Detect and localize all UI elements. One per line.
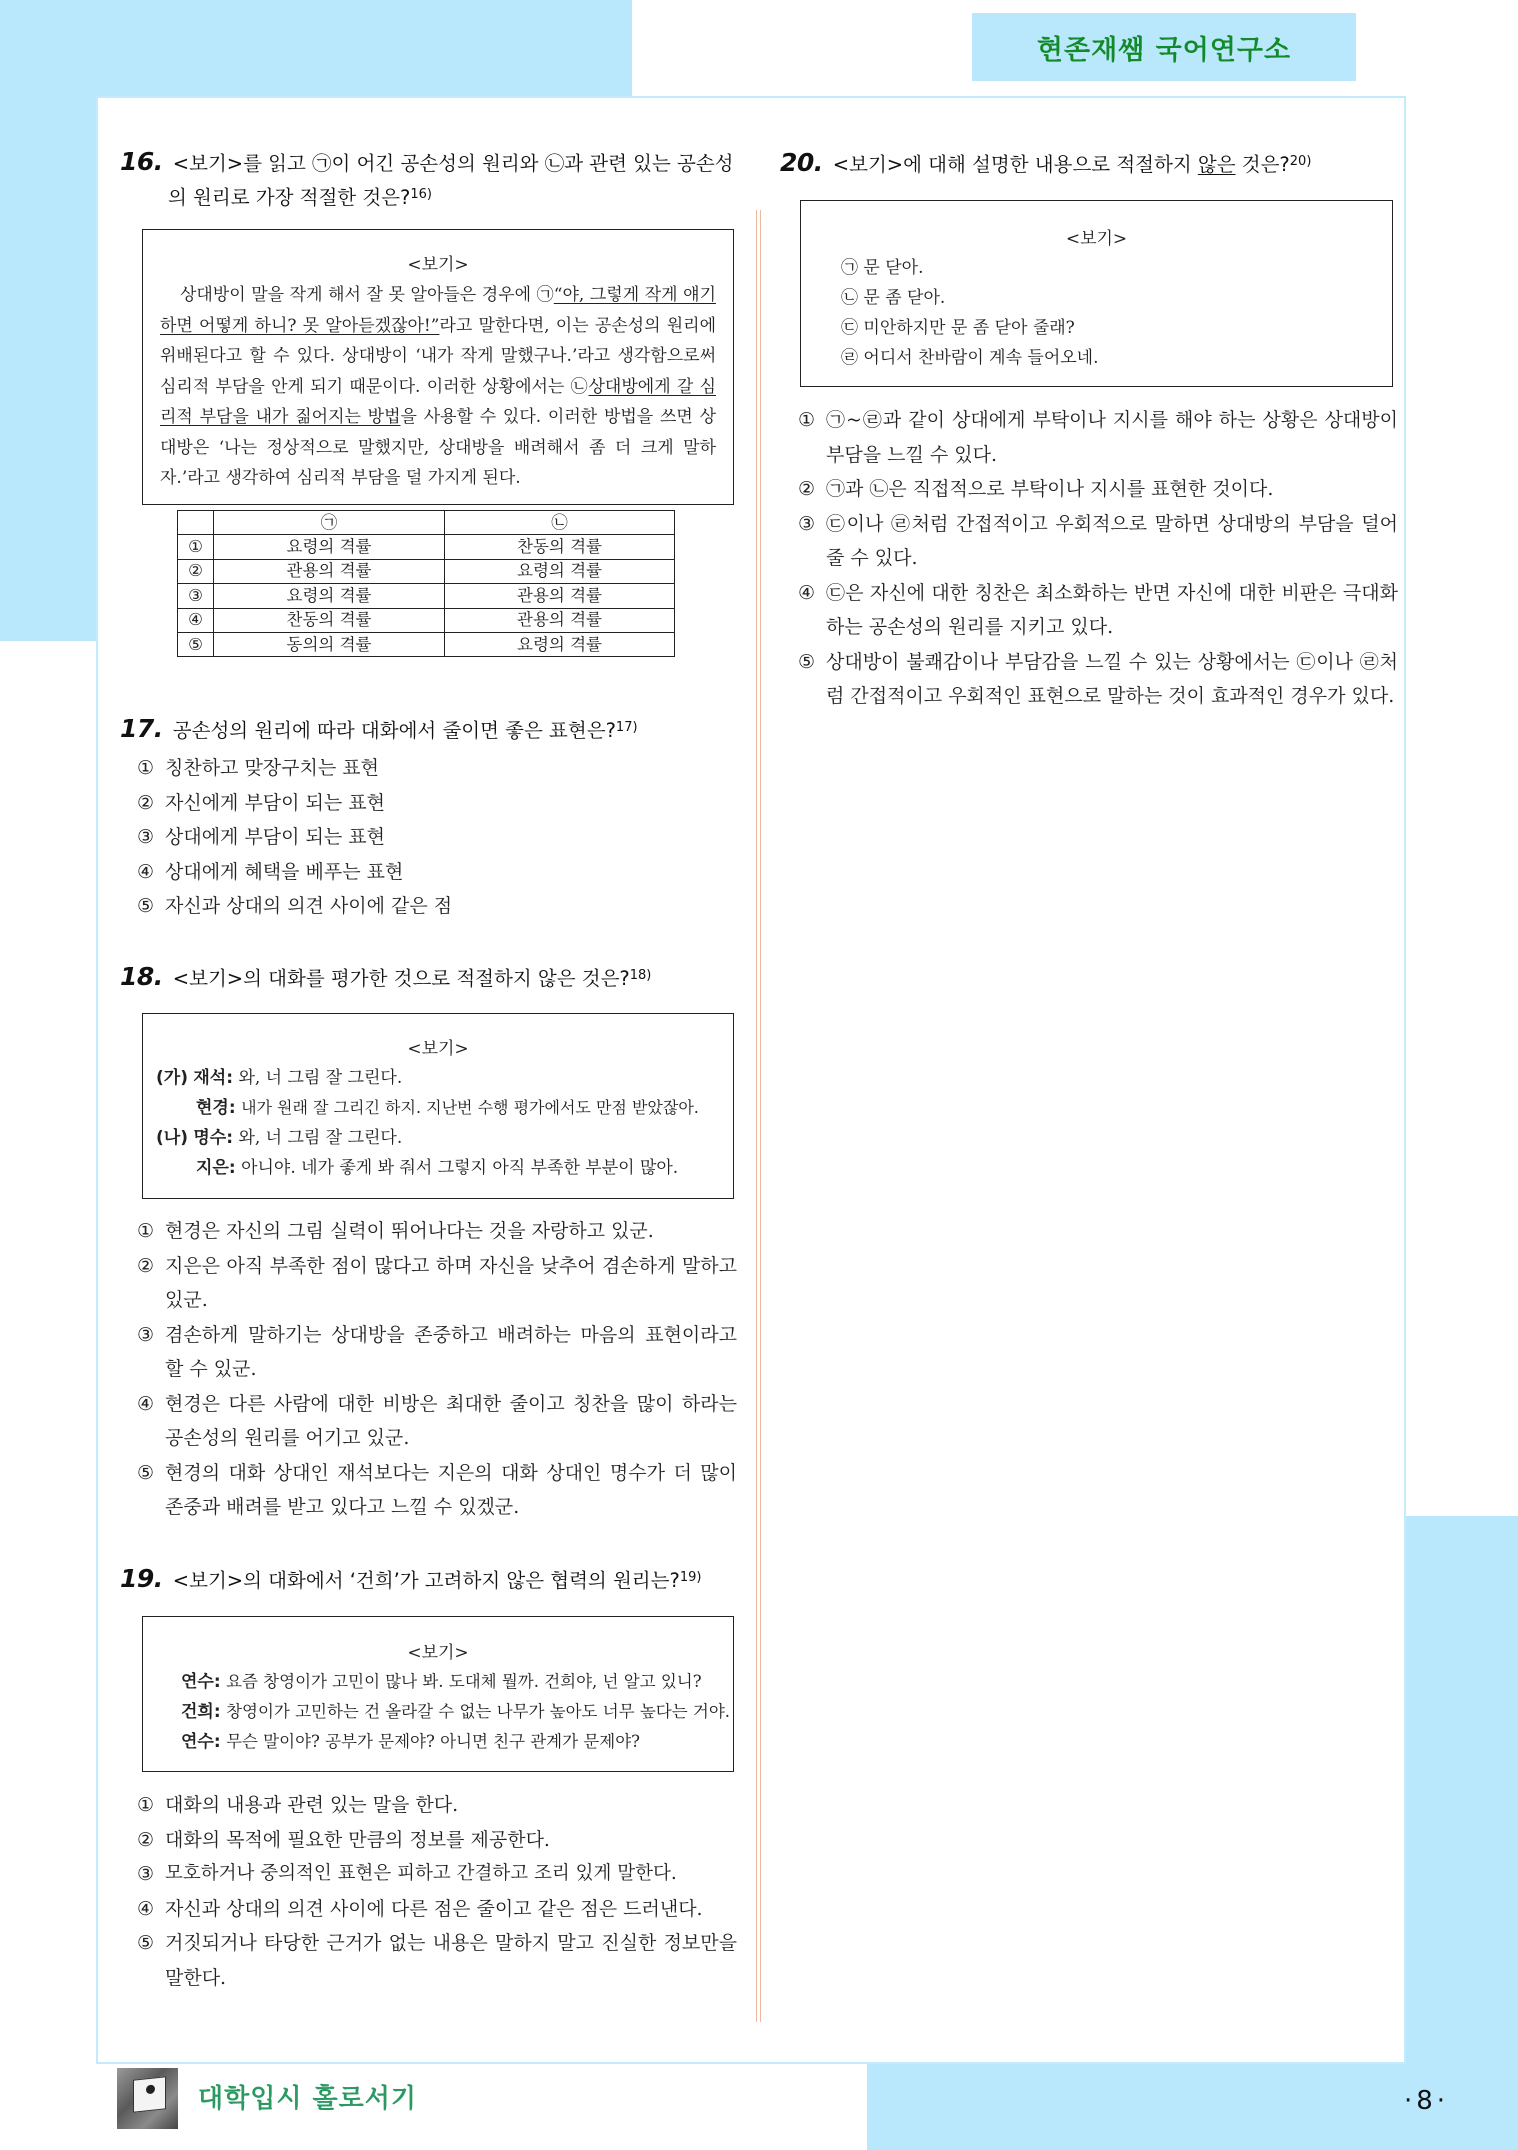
table-row[interactable]: ③ 요령의 격률 관용의 격률 (178, 584, 675, 608)
dialogue-line: 연수: 무슨 말이야? 공부가 문제야? 아니면 친구 관계가 문제야? (181, 1732, 640, 1752)
bogi-title: <보기> (1065, 229, 1128, 249)
footnote-ref: 16) (410, 187, 432, 202)
footnote-ref: 20) (1289, 154, 1312, 169)
table-row[interactable]: ④ 찬동의 격률 관용의 격률 (178, 608, 675, 632)
table-row[interactable]: ⑤ 동의의 격률 요령의 격률 (178, 632, 675, 656)
question-number: 19. (120, 1564, 163, 1593)
dialogue-line: (가) 재석: 와, 너 그림 잘 그린다. (156, 1068, 403, 1088)
question-18-choices (137, 1214, 737, 1525)
footer-title: 대학입시 홀로서기 (198, 2084, 417, 2114)
column-divider (756, 210, 761, 2022)
question-16-bogi-box (142, 229, 734, 505)
question-17-choices (137, 751, 737, 924)
choice-option[interactable]: ② 지은은 아직 부족한 점이 많다고 하며 자신을 낮추어 겸손하게 말하고 있군. (137, 1254, 737, 1311)
bogi-item: ㉢ 미안하지만 문 좀 닫아 줄래? (841, 318, 1075, 338)
speaker-name: 현경: (196, 1098, 236, 1118)
decor-right-strip (1406, 1516, 1518, 2150)
choice-option[interactable]: ② 자신에게 부담이 되는 표현 (137, 791, 386, 814)
question-number: 20. (780, 148, 823, 177)
question-17-prompt: 17. 공손성의 원리에 따라 대화에서 줄이면 좋은 표현은?$^{17)}$ (120, 714, 638, 743)
speaker-name: 명수: (193, 1128, 234, 1148)
column-header-b: ㉡ (445, 511, 675, 535)
choice-option[interactable]: ⑤ 거짓되거나 타당한 근거가 없는 내용은 말하지 말고 진실한 정보만을 말한다. (137, 1932, 737, 1989)
question-19-bogi-box (142, 1616, 734, 1772)
header-brand-text: 현존재쌤 국어연구소 (1036, 34, 1292, 66)
bogi-item: ㉣ 어디서 찬바람이 계속 들어오네. (841, 348, 1099, 368)
choice-option[interactable]: ⑤ 상대방이 불쾌감이나 부담감을 느낄 수 있는 상황에서는 ㉢이나 ㉣처럼 간접적이고 우회적인 표현으로 말하는 것이 효과적인 경우가 있다. (798, 650, 1398, 707)
choice-option[interactable]: ③ 겸손하게 말하기는 상대방을 존중하고 배려하는 마음의 표현이라고 할 수 있군. (137, 1323, 737, 1380)
dialogue-line: 지은: 아니야. 네가 좋게 봐 줘서 그렇지 아직 부족한 부분이 많아. (196, 1158, 679, 1178)
footnote-ref: 19) (679, 1570, 702, 1585)
choice-option[interactable]: ① ㉠~㉣과 같이 상대에게 부탁이나 지시를 해야 하는 상황은 상대방이 부담을 느낄 수 있다. (798, 409, 1398, 466)
bogi-title: <보기> (407, 255, 469, 275)
bogi-title: <보기> (407, 1039, 469, 1059)
table-header-row (178, 511, 675, 535)
speaker-name: 지은: (196, 1158, 236, 1178)
question-18-bogi-box (142, 1013, 734, 1199)
question-20-prompt: 20. <보기>에 대해 설명한 내용으로 적절하지 않은 것은?$^{20)}$ (780, 148, 1312, 177)
storefront-sign-logo-icon (117, 2068, 178, 2129)
question-16-answer-table (177, 510, 675, 657)
choice-option[interactable]: ③ ㉢이나 ㉣처럼 간접적이고 우회적으로 말하면 상대방의 부담을 덜어 줄 수 있다. (798, 512, 1398, 569)
choice-option[interactable]: ⑤ 현경의 대화 상대인 재석보다는 지은의 대화 상대인 명수가 더 많이 존중과 배려를 받고 있다고 느낄 수 있겠군. (137, 1461, 737, 1518)
question-19-choices (137, 1788, 737, 1995)
bogi-passage: 상대방이 말을 작게 해서 잘 못 알아들은 경우에 ㉠“야, 그렇게 작게 얘기하면 어떻게 하니? 못 알아듣겠잖아!”라고 말한다면, 이는 공손성의 원리에 위배된다고 할 수 있다. 상대방이 ‘내가 작게 말했구나.’라고 생각함으로써 심리적 부담을 안게 되기 때문이다. 이러한 상황에서는 ㉡상대방에게 갈 심리적 부담을 내가 짊어지는 방법을 사용할 수 있다. 이러한 방법을 쓰면 상대방은 ‘나는 정상적으로 말했지만, 상대방을 배려해서 좀 더 크게 말하자.’라고 생각하여 심리적 부담을 덜 가지게 된다. (160, 285, 717, 488)
choice-option[interactable]: ④ ㉢은 자신에 대한 칭찬은 최소화하는 반면 자신에 대한 비판은 극대화하는 공손성의 원리를 지키고 있다. (798, 581, 1398, 638)
bogi-item: ㉠ 문 닫아. (841, 258, 924, 278)
question-20-bogi-box (800, 200, 1393, 387)
table-row[interactable]: ② 관용의 격률 요령의 격률 (178, 559, 675, 583)
speaker-name: 연수: (181, 1732, 221, 1752)
bogi-item: ㉡ 문 좀 닫아. (841, 288, 946, 308)
question-20-choices (798, 403, 1398, 714)
choice-option[interactable]: ⑤ 자신과 상대의 의견 사이에 같은 점 (137, 895, 453, 917)
choice-option[interactable]: ④ 상대에게 혜택을 베푸는 표현 (137, 860, 404, 883)
question-number: 17. (120, 714, 163, 743)
underlined-emphasis: 않은 (1197, 153, 1236, 176)
header-brand-badge (972, 13, 1356, 81)
choice-option[interactable]: ③ 상대에게 부담이 되는 표현 (137, 826, 386, 848)
speaker-name: 재석: (193, 1068, 234, 1088)
bogi-title: <보기> (407, 1643, 469, 1663)
column-header-a: ㉠ (214, 511, 445, 535)
choice-option[interactable]: ② 대화의 목적에 필요한 만큼의 정보를 제공한다. (137, 1828, 550, 1851)
question-number: 16. (120, 147, 163, 176)
dialogue-line: 건희: 창영이가 고민하는 건 올라갈 수 없는 나무가 높아도 너무 높다는 거야. (181, 1702, 731, 1722)
underlined-phrase-b: 상대방에게 갈 심리적 부담을 내가 짊어지는 방법 (160, 376, 717, 427)
dialogue-line: (나) 명수: 와, 너 그림 잘 그린다. (156, 1128, 403, 1148)
choice-option[interactable]: ④ 현경은 다른 사람에 대한 비방은 최대한 줄이고 칭찬을 많이 하라는 공손성의 원리를 어기고 있군. (137, 1392, 737, 1449)
footnote-ref: 17) (615, 720, 638, 735)
dialogue-line: 연수: 요즘 창영이가 고민이 많나 봐. 도대체 뭘까. 건희야, 넌 알고 있니? (181, 1672, 702, 1692)
choice-option[interactable]: ① 대화의 내용과 관련 있는 말을 한다. (137, 1794, 459, 1816)
choice-option[interactable]: ③ 모호하거나 중의적인 표현은 피하고 간결하고 조리 있게 말한다. (137, 1863, 677, 1885)
question-16-prompt: 16. <보기>를 읽고 ㉠이 어긴 공손성의 원리와 ㉡과 관련 있는 공손성 의 원리로 가장 적절한 것은?$^{16)}$ (120, 147, 734, 209)
speaker-name: 연수: (181, 1672, 221, 1692)
question-18-prompt: 18. <보기>의 대화를 평가한 것으로 적절하지 않은 것은?$^{18)}$ (120, 962, 652, 991)
choice-option[interactable]: ② ㉠과 ㉡은 직접적으로 부탁이나 지시를 표현한 것이다. (798, 478, 1274, 500)
page-number: ·8· (1404, 2086, 1450, 2116)
choice-option[interactable]: ④ 자신과 상대의 의견 사이에 다른 점은 줄이고 같은 점은 드러낸다. (137, 1897, 703, 1920)
speaker-name: 건희: (181, 1702, 221, 1722)
table-row[interactable]: ① 요령의 격률 찬동의 격률 (178, 535, 675, 559)
choice-option[interactable]: ① 현경은 자신의 그림 실력이 뛰어나다는 것을 자랑하고 있군. (137, 1220, 654, 1242)
dialogue-line: 현경: 내가 원래 잘 그리긴 하지. 지난번 수행 평가에서도 만점 받았잖아. (196, 1098, 699, 1118)
decor-left-strip (0, 0, 96, 641)
question-19-prompt: 19. <보기>의 대화에서 ‘건희’가 고려하지 않은 협력의 원리는?$^{19)}$ (120, 1564, 702, 1593)
underlined-quote-a: “야, 그렇게 작게 얘기하면 어떻게 하니? 못 알아듣겠잖아!” (160, 285, 716, 336)
choice-option[interactable]: ① 칭찬하고 맞장구치는 표현 (137, 757, 379, 779)
footnote-ref: 18) (629, 968, 652, 983)
question-number: 18. (120, 962, 163, 991)
